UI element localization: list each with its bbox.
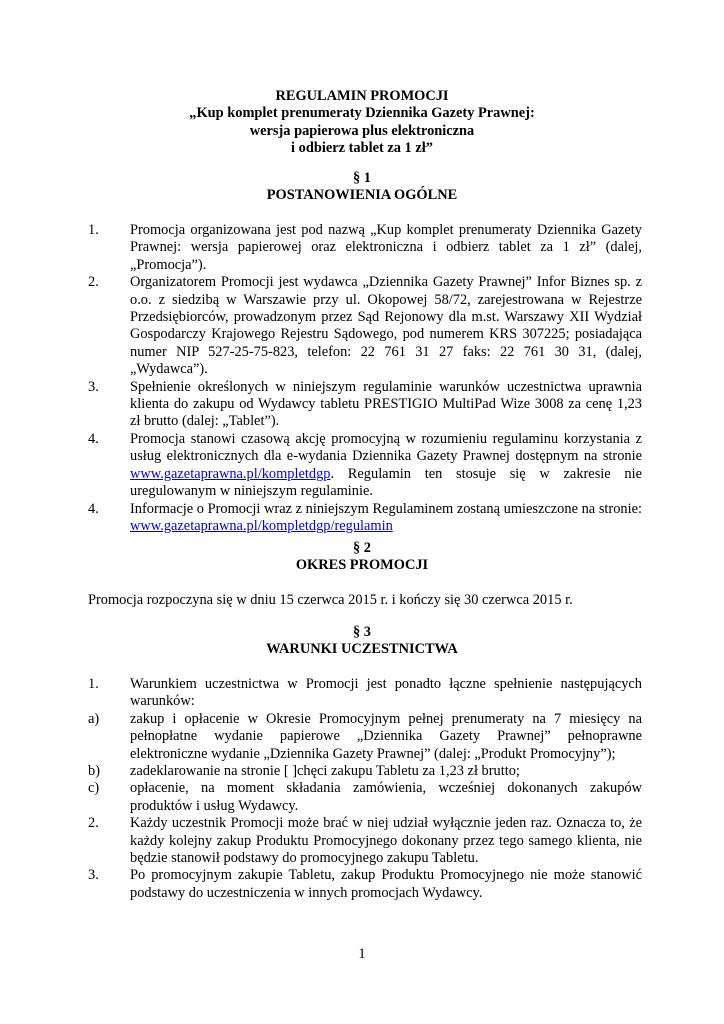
item-number: 2. (88, 815, 99, 832)
section-2-header (0, 540, 724, 575)
item-text: Warunkiem uczestnictwa w Promocji jest ponadto łączne spełnienie następujących warunków: (130, 676, 642, 710)
section-3-heading: WARUNKI UCZESTNICTWA (266, 641, 458, 658)
kompletdgp-link[interactable]: www.gazetaprawna.pl/kompletdgp (130, 465, 331, 482)
title-line-2: „Kup komplet prenumeraty Dziennika Gazety Prawnej: (189, 105, 535, 122)
item-number: 4. (88, 500, 99, 517)
section-1-sign: § 1 (353, 170, 371, 186)
item-text: Promocja organizowana jest pod nazwą „Kup komplet prenumeraty Dziennika Gazety Prawnej: wersja papierowej oraz elektroniczna i odbierz tablet za 1 zł” (dalej, „Promocja”). (130, 222, 642, 273)
item-number: a) (88, 710, 100, 727)
list-item (88, 501, 642, 536)
item-number: 4. (88, 430, 99, 447)
section-2-sign: § 2 (353, 540, 371, 556)
document-title (0, 88, 724, 158)
list-item (88, 431, 642, 501)
title-line-1: REGULAMIN PROMOCJI (275, 88, 449, 104)
section-1-heading: POSTANOWIENIA OGÓLNE (266, 187, 458, 204)
item-text-pre: Informacje o Promocji wraz z niniejszym Regulaminem zostaną umieszczone na stronie: (130, 500, 642, 517)
section-1-list (88, 222, 642, 535)
title-line-4: i odbierz tablet za 1 zł” (291, 140, 433, 157)
item-text: Organizatorem Promocji jest wydawca „Dziennika Gazety Prawnej” Infor Biznes sp. z o.o. z siedzibą w Warszawie przy ul. Okopowej 58/72, zarejestrowana w Rejestrze Przedsiębiorców, prowadzonym przez Sąd Rejonowy dla m.st. Warszawy XII Wydział Gospodarczy Krajowego Rejestru Sądowego, pod numerem KRS 307225; posiadająca numer NIP 527-25-75-823, telefon: 22 761 31 27 faks: 22 761 30 31, (dalej, „Wydawca”). (130, 274, 642, 378)
item-number: 3. (88, 867, 99, 884)
item-number: 2. (88, 274, 99, 291)
list-item (88, 222, 642, 274)
item-text-post: . Regulamin ten stosuje się w zakresie nie uregulowanym w niniejszym regulaminie. (130, 465, 642, 500)
item-text: zadeklarowanie na stronie [ ]chęci zakupu Tabletu za 1,23 zł brutto; (130, 763, 520, 780)
section-2-text: Promocja rozpoczyna się w dniu 15 czerwca 2015 r. i kończy się 30 czerwca 2015 r. (88, 592, 573, 608)
item-text-pre: Promocja stanowi czasową akcję promocyjną w rozumieniu regulaminu korzystania z usług elektronicznych dla e-wydania Dziennika Gazety Prawnej dostępnym na stronie (130, 430, 642, 465)
section-3-header (0, 624, 724, 659)
section-1-header (0, 170, 724, 205)
item-text: zakup i opłacenie w Okresie Promocyjnym pełnej prenumeraty na 7 miesięcy na pełnopłatne wydanie papierowe „Dziennika Gazety Prawnej” pełnoprawne elektroniczne wydanie „Dziennika Gazety Prawnej” (dalej: „Produkt Promocyjny”); (130, 710, 642, 762)
regulamin-link[interactable]: www.gazetaprawna.pl/kompletdgp/regulamin (130, 517, 393, 534)
item-number: 1. (88, 676, 99, 692)
item-text: Po promocyjnym zakupie Tabletu, zakup Produktu Promocyjnego nie może stanowić podstawy do uczestniczenia w innych promocjach Wydawcy. (130, 867, 642, 901)
list-item (88, 763, 642, 780)
item-text: Spełnienie określonych w niniejszym regulaminie warunków uczestnictwa uprawnia klienta do zakupu od Wydawcy tabletu PRESTIGIO MultiPad Wize 3008 za cenę 1,23 zł brutto (dalej: „Tablet”). (130, 378, 642, 430)
section-3-list (88, 676, 642, 902)
list-item (88, 711, 642, 763)
list-item (88, 867, 642, 902)
item-text (130, 501, 642, 536)
section-2-heading: OKRES PROMOCJI (295, 557, 429, 574)
item-number: c) (88, 780, 100, 797)
item-text: opłacenie, na moment składania zamówienia, wcześniej dokonanych zakupów produktów i usług Wydawcy. (130, 780, 642, 814)
item-number: b) (88, 763, 100, 780)
item-number: 3. (88, 378, 99, 395)
section-3-sign: § 3 (353, 624, 371, 640)
title-line-3: wersja papierowa plus elektroniczna (249, 122, 475, 139)
list-item (88, 815, 642, 867)
list-item (88, 274, 642, 378)
item-number: 1. (88, 222, 99, 238)
list-item (88, 676, 642, 711)
list-item (88, 780, 642, 815)
list-item (88, 379, 642, 431)
item-text (130, 431, 642, 501)
item-text: Każdy uczestnik Promocji może brać w niej udział wyłącznie jeden raz. Oznacza to, że każdy kolejny zakup Produktu Promocyjnego dokonany przez tego samego klienta, nie będzie stanowił podstawy do promocyjnego zakupu Tabletu. (130, 815, 642, 867)
page-number: 1 (358, 946, 366, 962)
